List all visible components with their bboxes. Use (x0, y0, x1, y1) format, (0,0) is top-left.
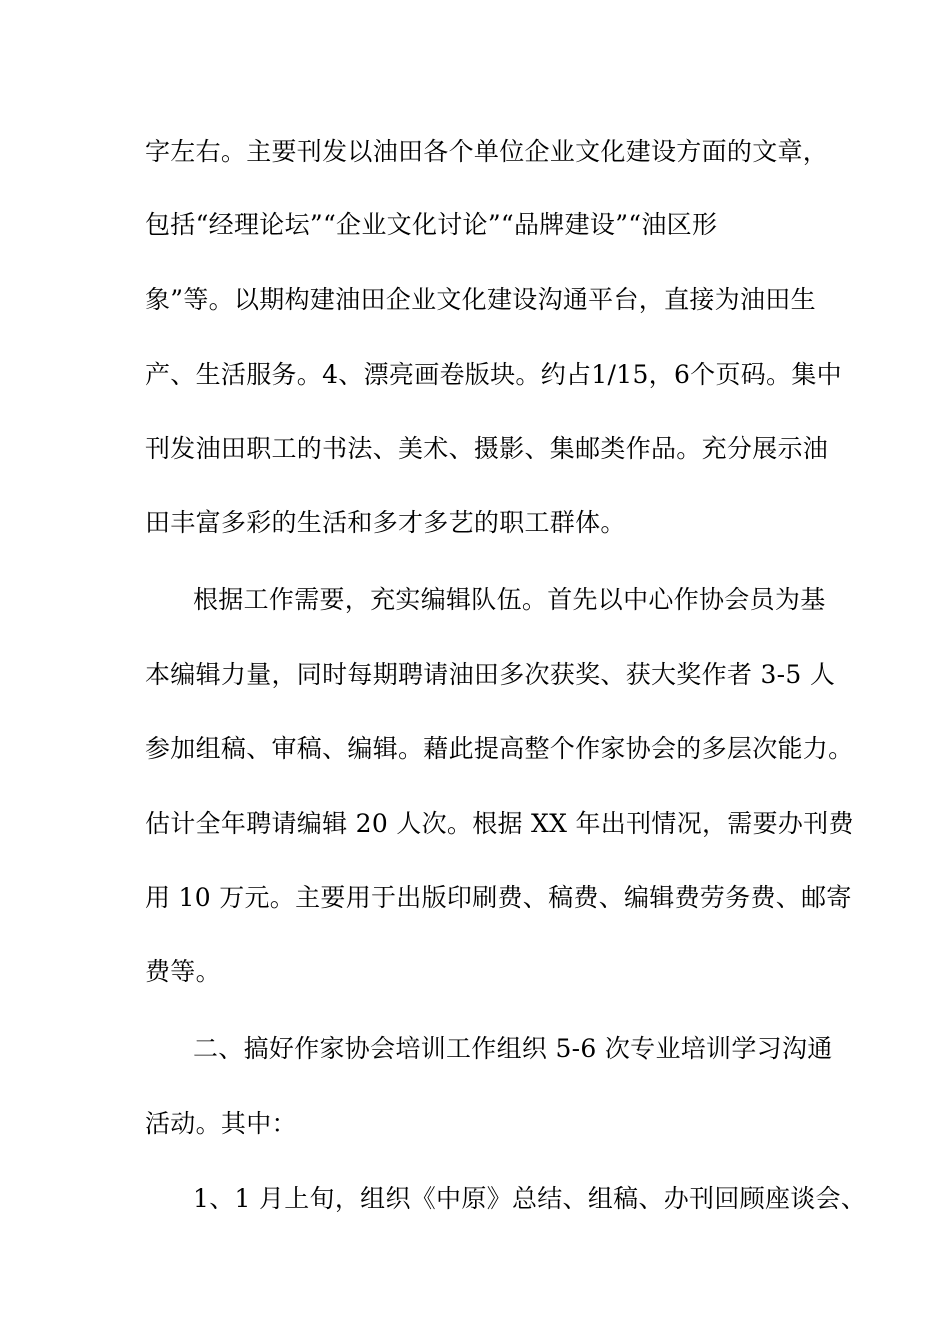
text-line: 估计全年聘请编辑 20 人次。根据 XX 年出刊情况，需要办刊费 (145, 809, 854, 838)
text-line: 刊发油田职工的书法、美术、摄影、集邮类作品。充分展示油 (145, 434, 829, 463)
text-line: 包括“经理论坛”“企业文化讨论”“品牌建设”“油区形 (145, 210, 718, 239)
text-line: 本编辑力量，同时每期聘请油田多次获奖、获大奖作者 3-5 人 (145, 660, 836, 689)
text-line: 费等。 (145, 957, 221, 986)
text-line: 象”等。以期构建油田企业文化建设沟通平台，直接为油田生 (145, 285, 816, 314)
paragraph-first-line: 根据工作需要，充实编辑队伍。首先以中心作协会员为基 (193, 585, 826, 614)
text-line: 田丰富多彩的生活和多才多艺的职工群体。 (145, 508, 626, 537)
text-line: 字左右。主要刊发以油田各个单位企业文化建设方面的文章， (145, 137, 829, 166)
text-line: 用 10 万元。主要用于出版印刷费、稿费、编辑费劳务费、邮寄 (145, 883, 852, 912)
text-line: 参加组稿、审稿、编辑。藉此提高整个作家协会的多层次能力。 (145, 734, 854, 763)
list-item-line: 1、1 月上旬，组织《中原》总结、组稿、办刊回顾座谈会、 (193, 1184, 867, 1213)
text-line: 活动。其中： (145, 1109, 297, 1138)
text-line: 产、生活服务。4、漂亮画卷版块。约占1/15，6个页码。集中 (145, 360, 842, 389)
section-heading-line: 二、搞好作家协会培训工作组织 5-6 次专业培训学习沟通 (193, 1034, 833, 1063)
